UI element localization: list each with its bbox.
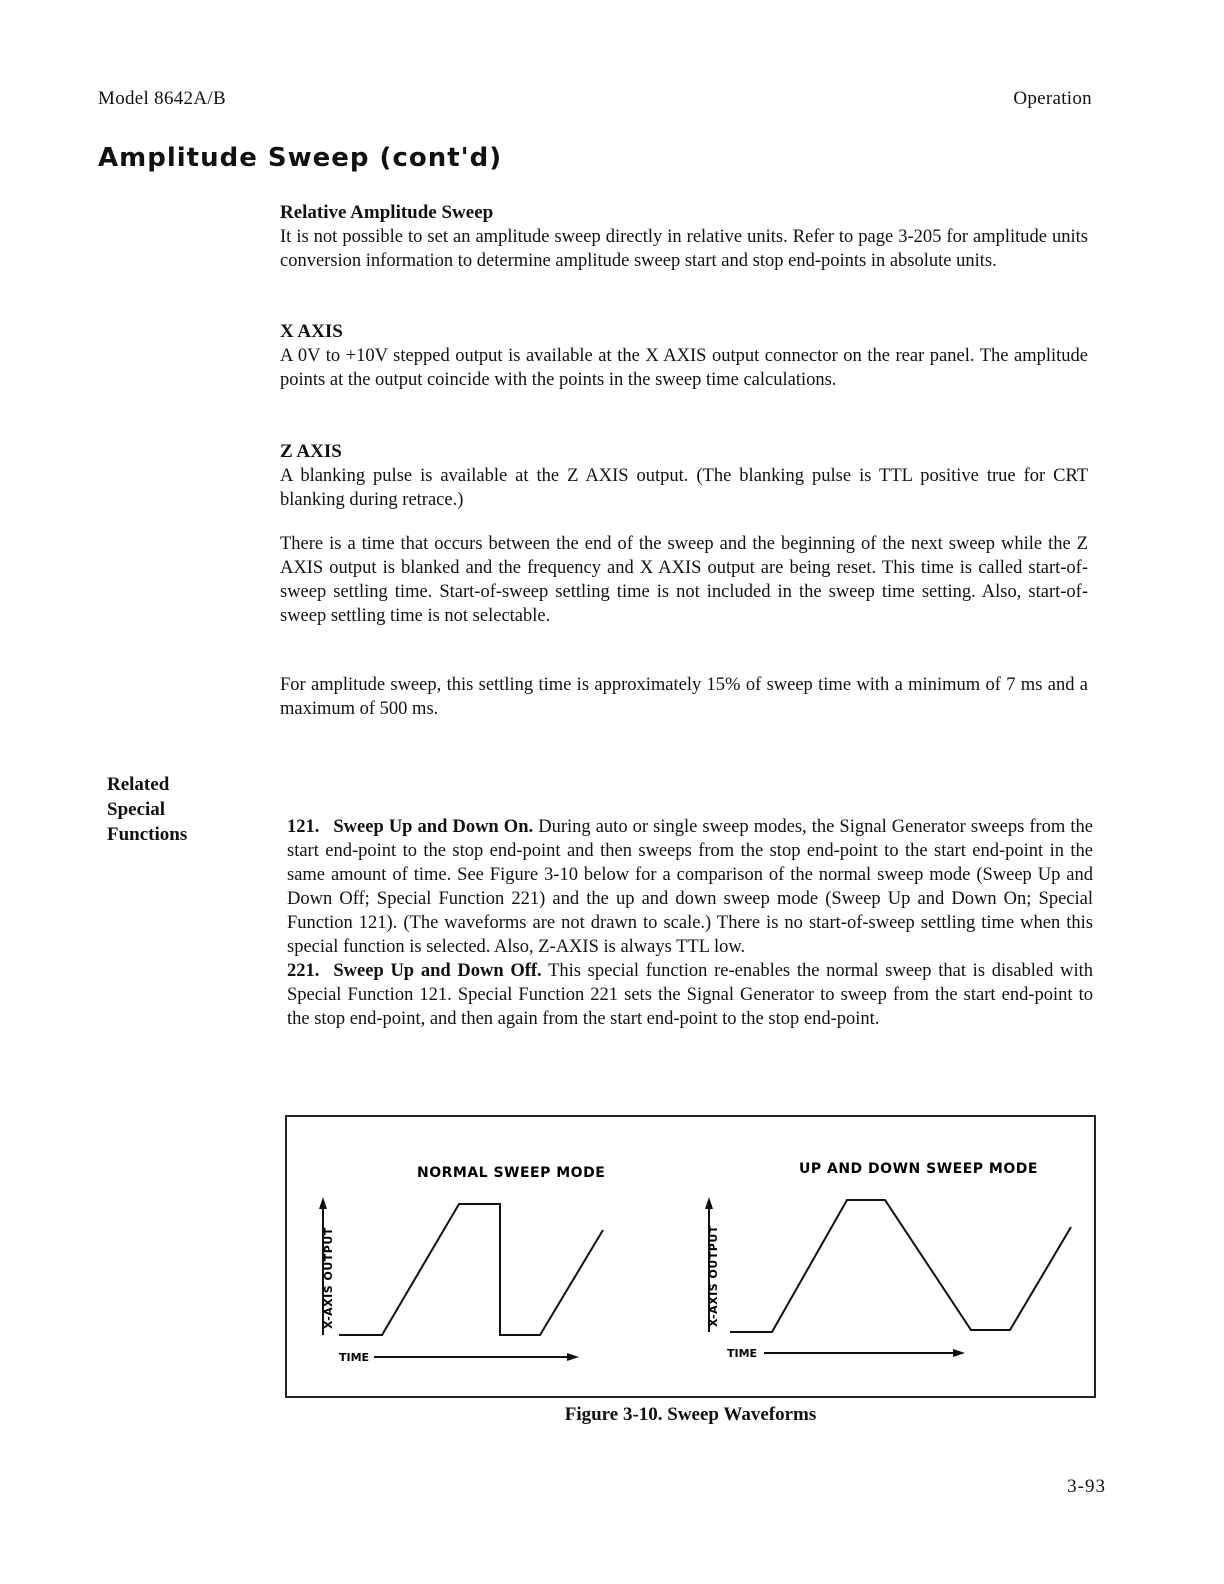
section-heading: X AXIS <box>280 321 343 342</box>
y-axis-label: X-AXIS OUTPUT <box>322 1227 335 1329</box>
settling-time-paragraph <box>280 532 1088 628</box>
function-text: During auto or single sweep modes, the Signal Generator sweeps from the start end-point to the stop end-point and then sweeps from the stop end-point to the start end-point in the same amount of time. See Figure 3-10 below for a comparison of the normal sweep mode (Sweep Up and Down Off; Special Function 221) and the up and down sweep mode (Sweep Up and Down On; Special Function 121). (The waveforms are not drawn to scale.) There is no start-of-sweep settling time when this special function is selected. Also, Z-AXIS is always TTL low. <box>287 817 1094 957</box>
x-axis-arrowhead <box>567 1353 579 1361</box>
figure-caption: Figure 3-10. Sweep Waveforms <box>564 1404 817 1425</box>
paragraph-text: There is a time that occurs between the end of the sweep and the beginning of the next sweep while the Z AXIS output is blanked and the frequency and X AXIS output are being reset. This time is called start-of-sweep settling time. Start-of-sweep settling time is not included in the sweep time setting. Also, start-of-sweep settling time is not selectable. <box>280 534 1088 626</box>
special-function-221 <box>287 959 1093 1031</box>
section-heading: Relative Amplitude Sweep <box>280 202 494 223</box>
section-heading: Z AXIS <box>280 441 342 462</box>
section-text: A blanking pulse is available at the Z AXIS output. (The blanking pulse is TTL positive true for CRT blanking during retrace.) <box>280 466 1088 510</box>
special-function-121 <box>287 815 1093 959</box>
page-title: Amplitude Sweep (cont'd) <box>98 143 503 173</box>
section-text: A 0V to +10V stepped output is available at the X AXIS output connector on the rear panel. The amplitude points at the output coincide with the points in the sweep time calculations. <box>280 346 1088 390</box>
y-axis-arrowhead <box>705 1197 713 1209</box>
function-number: 221. <box>287 961 320 981</box>
side-label-line: Special <box>107 799 166 820</box>
y-axis-label: X-AXIS OUTPUT <box>707 1225 720 1327</box>
z-axis-section <box>280 440 1088 512</box>
side-label-line: Functions <box>107 824 188 845</box>
y-axis-arrowhead <box>319 1197 327 1209</box>
x-axis-section <box>280 320 1088 392</box>
side-label-line: Related <box>107 774 170 795</box>
related-special-functions-label <box>107 772 237 847</box>
function-name: Sweep Up and Down On. <box>333 817 534 837</box>
x-axis-label: TIME <box>339 1351 370 1364</box>
normal-sweep-waveform <box>339 1204 603 1335</box>
function-name: Sweep Up and Down Off. <box>333 961 542 981</box>
x-axis-arrowhead <box>953 1349 965 1357</box>
header-model: Model 8642A/B <box>98 88 226 109</box>
up-down-sweep-mode-title: UP AND DOWN SWEEP MODE <box>799 1161 1038 1177</box>
function-number: 121. <box>287 817 320 837</box>
sweep-waveforms-figure <box>285 1115 1096 1398</box>
special-functions-list <box>287 815 1093 1031</box>
waveform-diagram <box>287 1117 1094 1396</box>
section-text: It is not possible to set an amplitude sweep directly in relative units. Refer to page 3-205 for amplitude units conversion information to determine amplitude sweep start and stop end-points in absolute units. <box>280 227 1088 271</box>
function-text: This special function re-enables the normal sweep that is disabled with Special Function 121. Special Function 221 sets the Signal Generator to sweep from the start end-point to the stop end-point, and then again from the start end-point to the stop end-point. <box>287 961 1093 1029</box>
normal-sweep-mode-title: NORMAL SWEEP MODE <box>417 1165 606 1181</box>
header-section: Operation <box>1013 88 1092 109</box>
page-number: 3-93 <box>1067 1476 1106 1497</box>
relative-amplitude-sweep-section <box>280 201 1088 273</box>
settling-amount-paragraph <box>280 673 1088 721</box>
x-axis-label: TIME <box>727 1347 758 1360</box>
up-down-sweep-waveform <box>730 1200 1071 1332</box>
paragraph-text: For amplitude sweep, this settling time is approximately 15% of sweep time with a minimum of 7 ms and a maximum of 500 ms. <box>280 675 1088 719</box>
